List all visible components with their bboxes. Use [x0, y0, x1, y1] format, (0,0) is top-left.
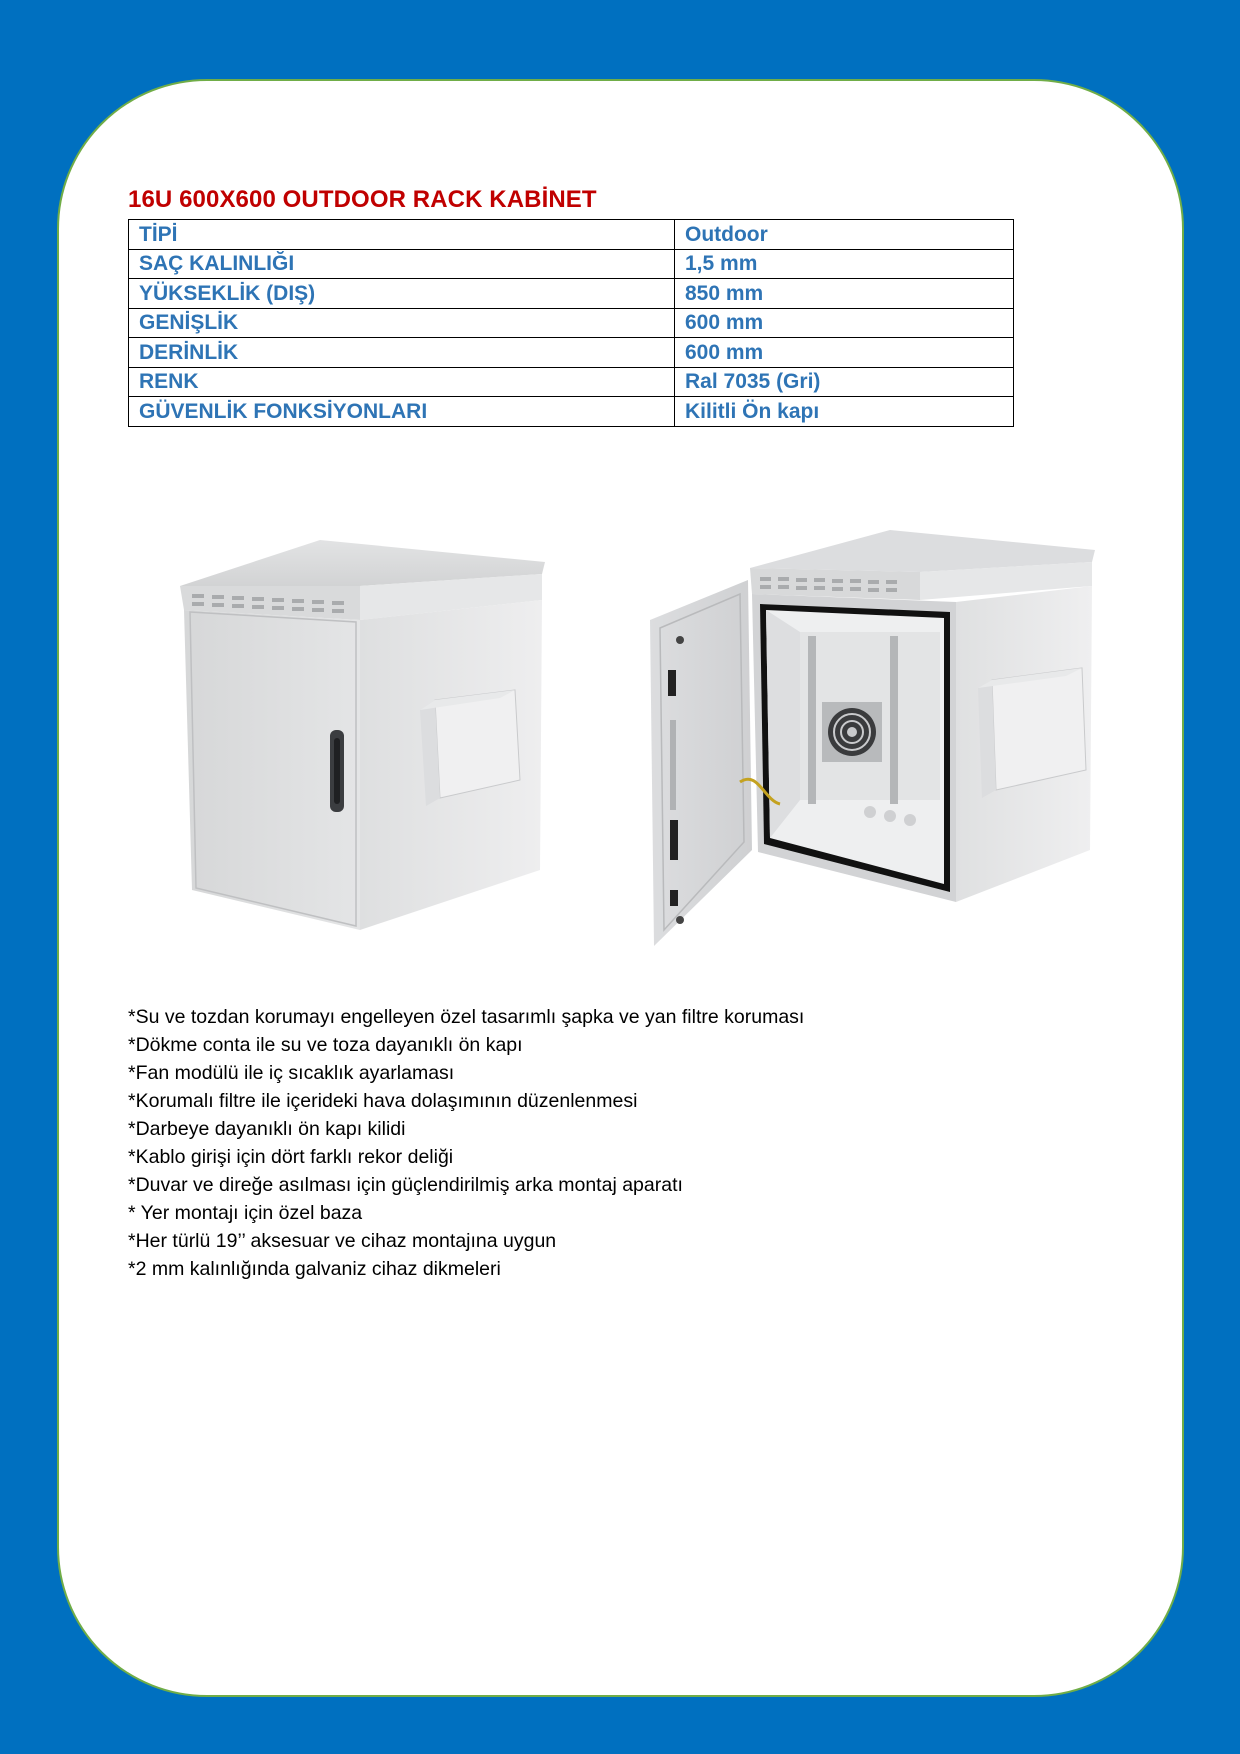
feature-item: *Kablo girişi için dört farklı rekor deliği [128, 1146, 454, 1168]
feature-item: *Fan modülü ile iç sıcaklık ayarlaması [128, 1062, 455, 1084]
spec-key: RENK [129, 367, 675, 397]
spec-row [129, 308, 1014, 338]
spec-value: 600 mm [675, 338, 1014, 368]
feature-item: *Her türlü 19’’ aksesuar ve cihaz montajına uygun [128, 1230, 557, 1252]
spec-row [129, 367, 1014, 397]
spec-key: DERİNLİK [129, 338, 675, 368]
spec-value: 1,5 mm [675, 249, 1014, 279]
feature-item: *2 mm kalınlığında galvaniz cihaz dikmeleri [128, 1258, 501, 1280]
spec-row [129, 279, 1014, 309]
spec-key: GÜVENLİK FONKSİYONLARI [129, 397, 675, 427]
spec-key: GENİŞLİK [129, 308, 675, 338]
feature-item: *Korumalı filtre ile içerideki hava dolaşımının düzenlenmesi [128, 1090, 638, 1112]
cabinet-closed-image [170, 530, 550, 940]
spec-key: TİPİ [129, 220, 675, 250]
spec-key: YÜKSEKLİK (DIŞ) [129, 279, 675, 309]
page-title: 16U 600X600 OUTDOOR RACK KABİNET [128, 186, 597, 213]
spec-row [129, 249, 1014, 279]
spec-row [129, 397, 1014, 427]
spec-row [129, 338, 1014, 368]
spec-value: Outdoor [675, 220, 1014, 250]
spec-table [128, 219, 1014, 427]
feature-list [128, 1003, 804, 1283]
spec-value: 600 mm [675, 308, 1014, 338]
spec-row [129, 220, 1014, 250]
spec-key: SAÇ KALINLIĞI [129, 249, 675, 279]
feature-item: *Su ve tozdan korumayı engelleyen özel tasarımlı şapka ve yan filtre koruması [128, 1006, 805, 1028]
feature-item: *Duvar ve direğe asılması için güçlendirilmiş arka montaj aparatı [128, 1174, 683, 1196]
spec-value: 850 mm [675, 279, 1014, 309]
feature-item: *Dökme conta ile su ve toza dayanıklı ön kapı [128, 1034, 523, 1056]
feature-item: * Yer montajı için özel baza [128, 1202, 363, 1224]
spec-value: Kilitli Ön kapı [675, 397, 1014, 427]
spec-value: Ral 7035 (Gri) [675, 367, 1014, 397]
cabinet-open-image [640, 520, 1100, 950]
feature-item: *Darbeye dayanıklı ön kapı kilidi [128, 1118, 406, 1140]
